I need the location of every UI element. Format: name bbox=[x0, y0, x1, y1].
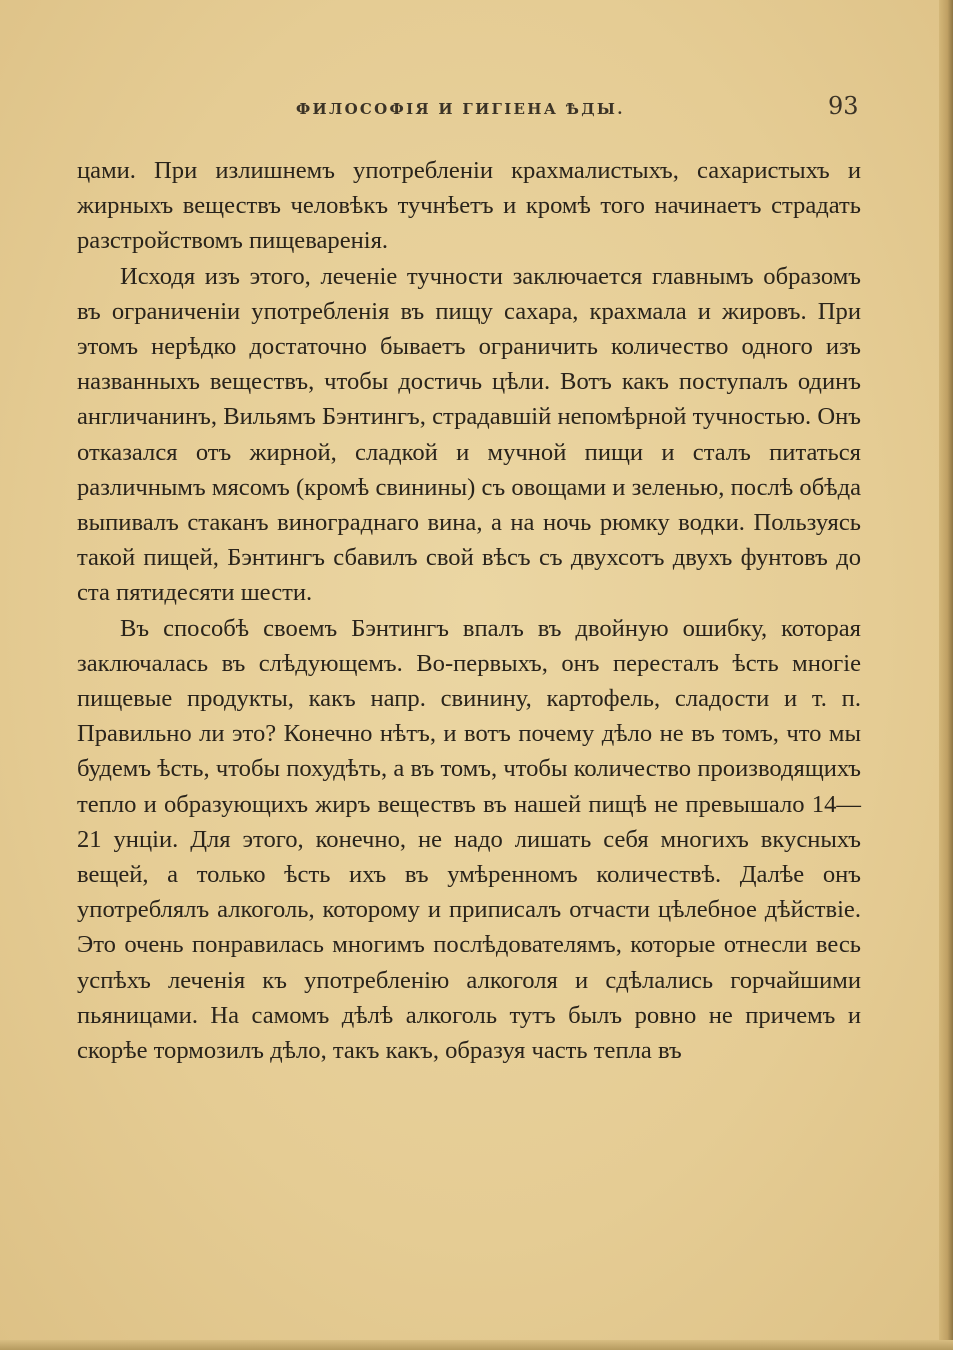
paragraph-1: цами. При излишнемъ употребленіи крахмалистыхъ, сахаристыхъ и жирныхъ веществъ человѣкъ тучнѣетъ и кромѣ того начинаетъ страдать разстройствомъ пищеваренія. bbox=[77, 157, 861, 255]
paragraph-2: Исходя изъ этого, леченіе тучности заключается главнымъ образомъ въ ограниченіи употребленія въ пищу сахара, крахмала и жировъ. При этомъ нерѣдко достаточно бываетъ ограничить количество одного изъ названныхъ веществъ, чтобы достичь цѣли. Вотъ какъ поступалъ одинъ англичанинъ, Вильямъ Бэнтингъ, страдавшій непомѣрной тучностью. Онъ отказался отъ жирной, сладкой и мучной пищи и сталъ питаться различнымъ мясомъ (кромѣ свинины) съ овощами и зеленью, послѣ обѣда выпивалъ стаканъ винограднаго вина, а на ночь рюмку водки. Пользуясь такой пищей, Бэнтингъ сбавилъ свой вѣсъ съ двухсотъ двухъ фунтовъ до ста пятидесяти шести. bbox=[77, 262, 861, 607]
paragraph-3: Въ способѣ своемъ Бэнтингъ впалъ въ двойную ошибку, которая заключалась въ слѣдующемъ. Во-первыхъ, онъ пересталъ ѣсть многіе пищевые продукты, какъ напр. свинину, картофель, сладости и т. п. Правильно ли это? Конечно нѣтъ, и вотъ почему дѣло не въ томъ, что мы будемъ ѣсть, чтобы похудѣть, а въ томъ, чтобы количество производящихъ тепло и образующихъ жиръ веществъ въ нашей пищѣ не превышало 14—21 унціи. Для этого, конечно, не надо лишать себя многихъ вкусныхъ вещей, а только ѣсть ихъ въ умѣренномъ количествѣ. Далѣе онъ употреблялъ алкоголь, которому и приписалъ отчасти цѣлебное дѣйствіе. Это очень понравилась многимъ послѣдователямъ, которые отнесли весь успѣхъ леченія къ употребленію алкоголя и сдѣлались горчайшими пьяницами. На самомъ дѣлѣ алкоголь тутъ былъ ровно не причемъ и скорѣе тормозилъ дѣло, такъ какъ, образуя часть тепла въ bbox=[77, 614, 861, 1065]
running-title: ФИЛОСОФІЯ И ГИГІЕНА ѢДЫ. bbox=[296, 100, 625, 118]
page-number: 93 bbox=[828, 92, 859, 120]
page-header bbox=[0, 92, 953, 126]
page-bottom-edge bbox=[0, 1340, 953, 1350]
body-text bbox=[77, 153, 861, 1068]
page-edge-shadow bbox=[939, 0, 953, 1350]
